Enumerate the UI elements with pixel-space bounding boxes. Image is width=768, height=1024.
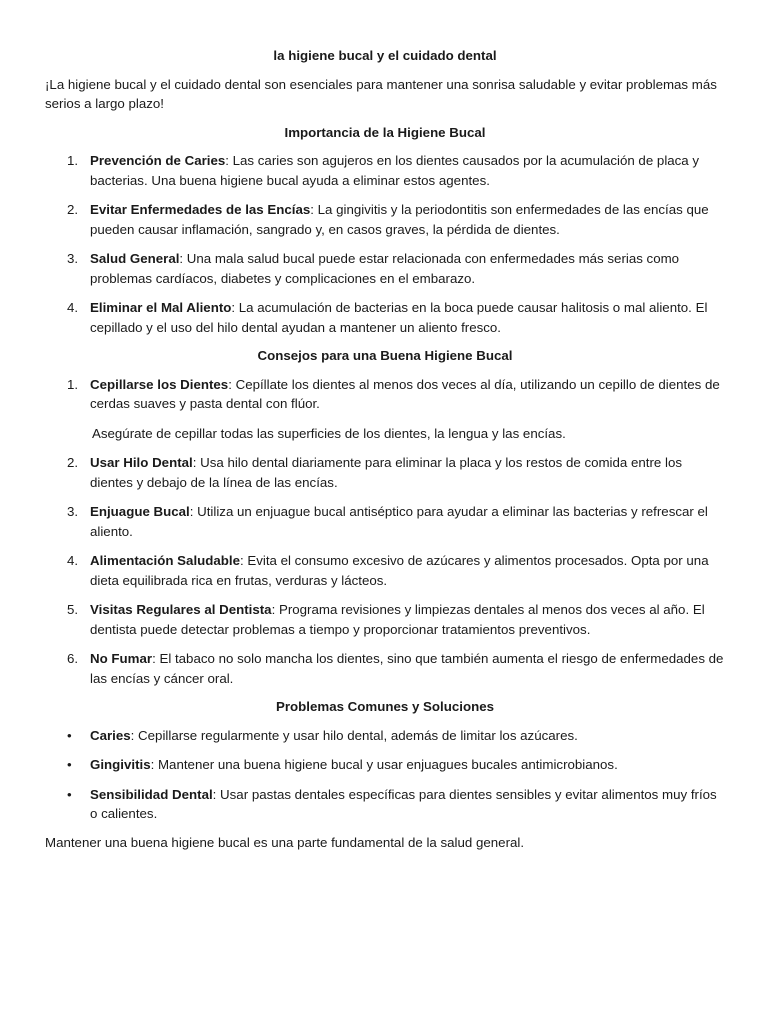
section-heading-importancia: Importancia de la Higiene Bucal bbox=[284, 124, 486, 140]
list-item bbox=[45, 298, 725, 337]
list-item-text: : Las caries son agujeros en los dientes causados por la acumulación de placa y bacterias. Una buena higiene bucal ayuda a eliminar estos agentes. bbox=[90, 153, 700, 188]
consejos-list bbox=[45, 375, 725, 689]
list-item bbox=[45, 755, 725, 775]
list-item-term: Sensibilidad Dental bbox=[90, 786, 213, 802]
document-page bbox=[45, 46, 725, 852]
list-item-text: : La acumulación de bacterias en la boca puede causar halitosis o mal aliento. El cepillado y el uso del hilo dental ayudan a mantener un aliento fresco. bbox=[90, 300, 708, 335]
list-item-text: : Usa hilo dental diariamente para eliminar la placa y los restos de comida entre los dientes y debajo de la línea de las encías. bbox=[90, 455, 682, 490]
list-number: 2. bbox=[67, 455, 79, 470]
list-number: 2. bbox=[67, 202, 79, 217]
list-item-text: : Una mala salud bucal puede estar relacionada con enfermedades más serias como problemas cardíacos, diabetes y complicaciones en el embarazo. bbox=[90, 251, 680, 286]
list-number: 5. bbox=[67, 602, 79, 617]
list-item bbox=[45, 649, 725, 688]
list-item-term: Caries bbox=[90, 727, 131, 743]
document-title: la higiene bucal y el cuidado dental bbox=[273, 48, 497, 63]
list-item-text: : Utiliza un enjuague bucal antiséptico para ayudar a eliminar las bacterias y refrescar el aliento. bbox=[90, 504, 708, 539]
list-item bbox=[45, 726, 725, 746]
list-item bbox=[45, 551, 725, 590]
list-item-text: : La gingivitis y la periodontitis son enfermedades de las encías que pueden causar inflamación, sangrado y, en casos graves, la pérdida de dientes. bbox=[90, 202, 709, 237]
list-item-text: : Mantener una buena higiene bucal y usar enjuagues bucales antimicrobianos. bbox=[150, 757, 618, 772]
bullet-icon: • bbox=[67, 786, 72, 802]
list-number: 4. bbox=[67, 300, 79, 315]
list-number: 1. bbox=[67, 376, 79, 392]
list-item-text: : Cepillarse regularmente y usar hilo dental, además de limitar los azúcares. bbox=[130, 727, 578, 743]
list-item-term: Enjuague Bucal bbox=[90, 504, 190, 519]
brushing-note: Asegúrate de cepillar todas las superficies de los dientes, la lengua y las encías. bbox=[92, 425, 566, 441]
list-item-term: Prevención de Caries bbox=[90, 153, 226, 168]
list-item bbox=[45, 375, 725, 414]
list-item-term: No Fumar bbox=[90, 651, 153, 666]
list-item bbox=[45, 785, 725, 824]
list-item-term: Cepillarse los Dientes bbox=[90, 376, 229, 392]
section-heading-problemas: Problemas Comunes y Soluciones bbox=[276, 699, 494, 714]
list-item-text: : Programa revisiones y limpiezas dentales al menos dos veces al año. El dentista puede detectar problemas a tiempo y proporcionar tratamientos preventivos. bbox=[90, 602, 705, 637]
list-item bbox=[45, 200, 725, 239]
list-item bbox=[45, 249, 725, 288]
list-item-term: Eliminar el Mal Aliento bbox=[90, 300, 232, 315]
intro-paragraph: ¡La higiene bucal y el cuidado dental son esenciales para mantener una sonrisa saludable y evitar problemas más serios a largo plazo! bbox=[45, 76, 717, 111]
list-number: 6. bbox=[67, 651, 79, 666]
list-number: 3. bbox=[67, 504, 79, 519]
list-number: 3. bbox=[67, 251, 79, 266]
closing-paragraph: Mantener una buena higiene bucal es una parte fundamental de la salud general. bbox=[45, 834, 525, 850]
list-item-term: Visitas Regulares al Dentista bbox=[90, 602, 272, 617]
list-item-text: : El tabaco no solo mancha los dientes, sino que también aumenta el riesgo de enfermedades de las encías y cáncer oral. bbox=[90, 651, 724, 686]
list-number: 4. bbox=[67, 553, 79, 568]
list-item-term: Salud General bbox=[90, 251, 180, 266]
list-item bbox=[45, 453, 725, 492]
list-item-text: : Cepíllate los dientes al menos dos veces al día, utilizando un cepillo de dientes de cerdas suaves y pasta dental con flúor. bbox=[90, 376, 720, 411]
list-item bbox=[45, 600, 725, 639]
list-item bbox=[45, 151, 725, 190]
importancia-list bbox=[45, 151, 725, 337]
list-item-term: Gingivitis bbox=[90, 757, 151, 772]
problemas-list bbox=[45, 726, 725, 824]
bullet-icon: • bbox=[67, 757, 72, 772]
list-item-text: : Evita el consumo excesivo de azúcares y alimentos procesados. Opta por una dieta equilibrada rica en frutas, verduras y lácteos. bbox=[90, 553, 709, 588]
list-item-term: Usar Hilo Dental bbox=[90, 455, 193, 470]
section-heading-consejos: Consejos para una Buena Higiene Bucal bbox=[257, 348, 513, 363]
list-number: 1. bbox=[67, 153, 79, 168]
list-item bbox=[45, 502, 725, 541]
bullet-icon: • bbox=[67, 727, 72, 743]
list-item-term: Evitar Enfermedades de las Encías bbox=[90, 202, 311, 217]
list-item-term: Alimentación Saludable bbox=[90, 553, 240, 568]
list-item-text: : Usar pastas dentales específicas para dientes sensibles y evitar alimentos muy fríos o calientes. bbox=[90, 786, 717, 821]
